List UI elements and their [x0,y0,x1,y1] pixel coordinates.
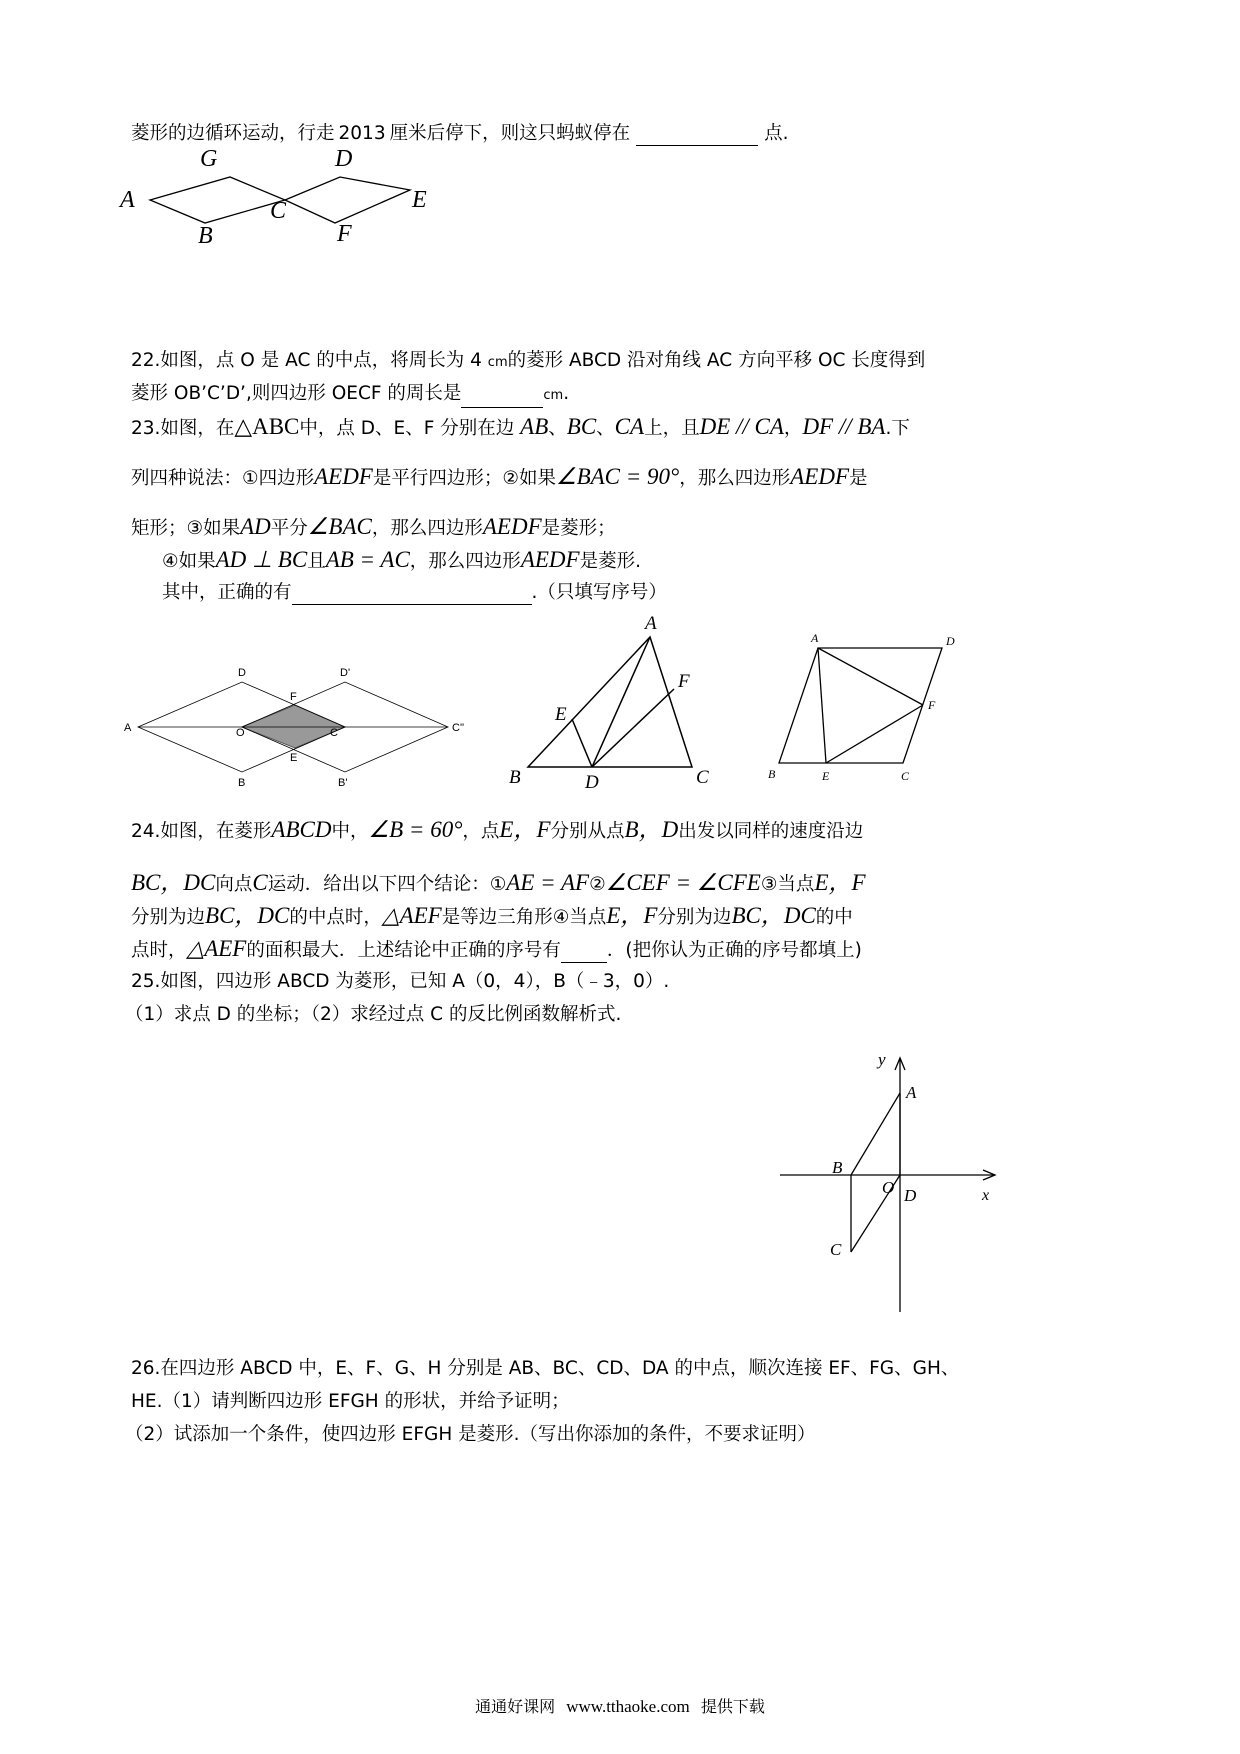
q24-answer-blank[interactable] [561,942,607,963]
q25-line1: 25.如图，四边形 ABCD 为菱形，已知 A（0，4），B（﹣3，0）. [131,971,670,992]
q25-coordinate-figure [770,1040,1010,1320]
q25-label-x: x [982,1187,990,1204]
q21-label-d: D [335,146,353,172]
q22-label-a: A [124,722,132,734]
q21-label-f: F [337,221,352,247]
q22-line1: 22.如图，点 O 是 AC 的中点，将周长为 4 cm的菱形 ABCD 沿对角线 AC 方向平移 OC 长度得到 [131,350,926,371]
q24-line2: BC，DC向点C运动．给出以下四个结论：①AE = AF②∠CEF = ∠CFE③当点E，F [131,870,866,895]
q25-label-d: D [904,1186,917,1205]
q22-unit: cm [487,355,508,370]
q26-line1: 26.在四边形 ABCD 中，E、F、G、H 分别是 AB、BC、CD、DA 的中点，顺次连接 EF、FG、GH、 [131,1358,960,1379]
q23-triangle-figure [505,615,730,795]
q24-label-b: B [768,767,776,781]
q23-label-d: D [585,772,599,793]
q24-label-c: C [901,769,910,783]
q21-number: 2013 [338,123,386,144]
q23-line2: 列四种说法：①四边形AEDF是平行四边形；②如果∠BAC = 90°，那么四边形AEDF是 [131,464,868,489]
q23-answer-blank[interactable] [292,584,532,605]
q22-answer-blank[interactable] [461,387,543,408]
q22-translated-rhombus-figure [124,660,470,790]
q21-label-c: C [270,198,287,224]
q22-label-bprime: B' [338,777,348,789]
q22-label-cpp: C'' [452,722,465,734]
footer-site-link[interactable]: www.tthaoke.com [566,1697,690,1716]
q23-label-a: A [645,613,657,634]
q24-rhombus-figure [765,630,980,790]
q22-label-o: O [236,727,245,739]
q24-label-d: D [946,634,955,648]
q24-label-f: F [928,698,936,712]
q23-label-b: B [509,767,521,788]
q23-line3: 矩形；③如果AD平分∠BAC，那么四边形AEDF是菱形； [131,514,616,539]
q25-label-y: y [878,1050,886,1069]
q25-line2: （1）求点 D 的坐标；（2）求经过点 C 的反比例函数解析式. [125,1004,622,1025]
q23-label-c: C [696,767,709,788]
q21-two-rhombus-figure [120,146,500,265]
q21-line: 菱形的边循环运动，行走 2013 厘米后停下，则这只蚂蚁停在 点. [131,123,789,144]
q22-label-b: B [238,777,246,789]
q22-label-f: F [290,691,297,703]
q23-line4: ④如果AD ⊥ BC且AB = AC，那么四边形AEDF是菱形. [162,547,641,572]
q24-label-a: A [811,631,819,645]
q22-line2: 菱形 OB’C’D’,则四边形 OECF 的周长是 cm. [131,382,569,408]
page-footer: 通通好课网 www.tthaoke.com 提供下载 [475,1697,765,1716]
q22-label-c: C [330,727,338,739]
q21-answer-blank[interactable] [636,125,758,146]
q23-line1: 23.如图，在△ABC中，点 D、E、F 分别在边 AB、BC、CA上，且DE // CA，DF // BA.下 [131,414,910,439]
q21-label-g: G [200,146,218,172]
q25-label-o: O [882,1178,895,1197]
q22-label-dprime: D' [340,667,351,679]
q26-line3: （2）试添加一个条件，使四边形 EFGH 是菱形.（写出你添加的条件，不要求证明） [125,1424,816,1445]
q21-label-a: A [120,187,135,213]
q25-label-a: A [906,1083,917,1102]
q26-line2: HE.（1）请判断四边形 EFGH 的形状，并给予证明； [131,1391,570,1412]
q23-line5: 其中，正确的有 .（只填写序号） [162,582,667,603]
q24-line4: 点时，△AEF的面积最大．上述结论中正确的序号有 ．(把你认为正确的序号都填上) [131,936,862,961]
q23-tri-abc: △ABC [234,414,300,439]
q24-line3: 分别为边BC，DC的中点时，△AEF是等边三角形④当点E，F分别为边BC，DC的中 [131,903,853,928]
q21-label-b: B [198,223,213,249]
q23-label-f: F [678,671,690,692]
q25-label-b: B [832,1158,843,1177]
q22-label-d: D [238,667,246,679]
q24-label-e: E [822,769,830,783]
q23-label-e: E [555,704,567,725]
q24-line1: 24.如图，在菱形ABCD中，∠B = 60°，点E，F分别从点B，D出发以同样的速度沿边 [131,817,864,842]
q25-label-c: C [830,1240,842,1259]
q22-label-e: E [290,752,298,764]
q21-label-e: E [412,187,427,213]
